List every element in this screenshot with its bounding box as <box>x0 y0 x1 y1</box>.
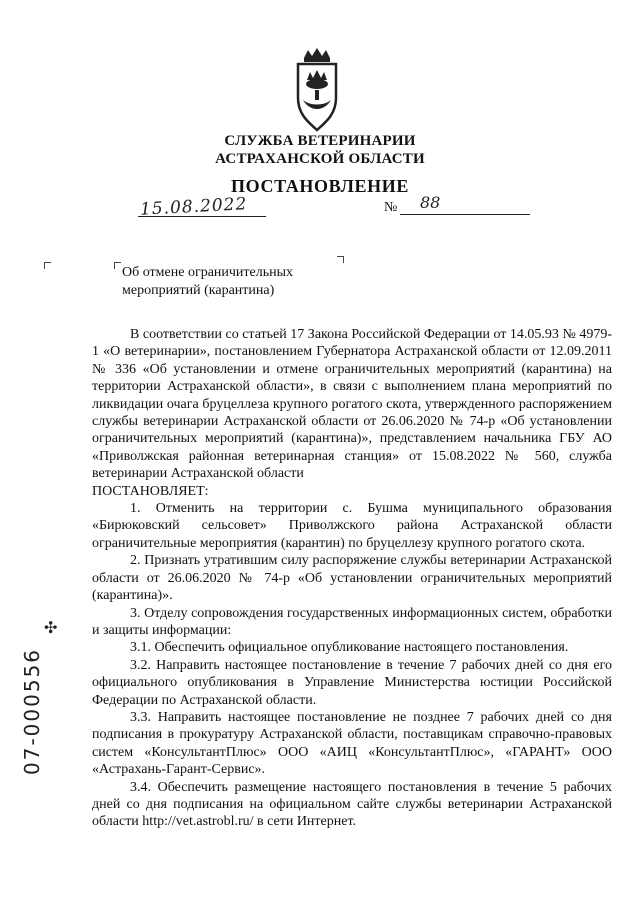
clause-1: 1. Отменить на территории с. Бушма муниципального образования «Бирюковский сельсовет» Приволжского района Астраханской области ограничительные мероприятия (карантин) по бруцеллезу крупного рогатого скота. <box>92 501 612 551</box>
organization-name-line2: АСТРАХАНСКОЙ ОБЛАСТИ <box>215 151 425 167</box>
clause-2: 2. Признать утратившим силу распоряжение службы ветеринарии Астраханской области от 26.06.2020 № 74-р «Об установлении ограничительных мероприятий (карантина)». <box>92 553 612 604</box>
clause-3-2: 3.2. Направить настоящее постановление в течение 7 рабочих дней со дня его официального опубликования в Управление Министерства юстиции Российской Федерации по Астраханской области. <box>92 657 612 708</box>
document-date: 15.08.2022 <box>139 194 248 220</box>
subject-line1: Об отмене ограничительных <box>122 265 294 280</box>
subject-line2: мероприятий (карантина) <box>122 283 275 298</box>
resolves-heading: ПОСТАНОВЛЯЕТ: <box>92 483 209 499</box>
corner-mark <box>337 256 344 263</box>
registration-code: 07-000556 <box>20 647 44 775</box>
document-body <box>92 326 612 831</box>
date-underline <box>138 216 266 217</box>
document-subject <box>122 264 293 300</box>
number-underline <box>400 214 530 215</box>
coat-of-arms-icon <box>294 48 340 132</box>
corner-mark <box>44 262 51 269</box>
scan-mark-icon: ✣ <box>44 620 58 637</box>
organization-name-line1: СЛУЖБА ВЕТЕРИНАРИИ <box>224 133 416 149</box>
preamble-paragraph: В соответствии со статьей 17 Закона Российской Федерации от 14.05.93 № 4979-1 «О ветеринарии», постановлением Губернатора Астраханской области от 12.09.2011 № 336 «Об установлении и отмене ограничительных мероприятий (карантина) на территории Астраханской области», в связи с выполнением плана мероприятий по ликвидации очага бруцеллеза крупного рогатого скота, утвержденного распоряжением службы ветеринарии Астраханской области от 26.06.2020 № 74-р «Об установлении ограничительных мероприятий (карантина)», представлением начальника ГБУ АО «Приволжская районная ветеринарная станция» от 15.08.2022 № 560, служба ветеринарии Астраханской области <box>92 327 612 482</box>
corner-mark <box>114 262 121 269</box>
clause-3-3: 3.3. Направить настоящее постановление не позднее 7 рабочих дней со дня подписания в прокуратуру Астраханской области, поставщикам справочно-правовых систем «КонсультантПлюс» ООО «АИЦ «КонсультантПлюс», «ГАРАНТ» ООО «Астрахань-Гарант-Сервис». <box>92 709 612 778</box>
clause-3: 3. Отделу сопровождения государственных информационных систем, обработки и защиты информации: <box>92 605 612 638</box>
document-number: 88 <box>420 193 441 212</box>
number-label: № <box>384 200 398 215</box>
clause-3-4: 3.4. Обеспечить размещение настоящего постановления в течение 5 рабочих дней со дня подписания на официальном сайте службы ветеринарии Астраханской области http://vet.astrobl.ru/ в сети Интернет. <box>92 779 612 830</box>
clause-3-1: 3.1. Обеспечить официальное опубликование настоящего постановления. <box>130 640 569 656</box>
document-type: ПОСТАНОВЛЕНИЕ <box>231 176 409 196</box>
